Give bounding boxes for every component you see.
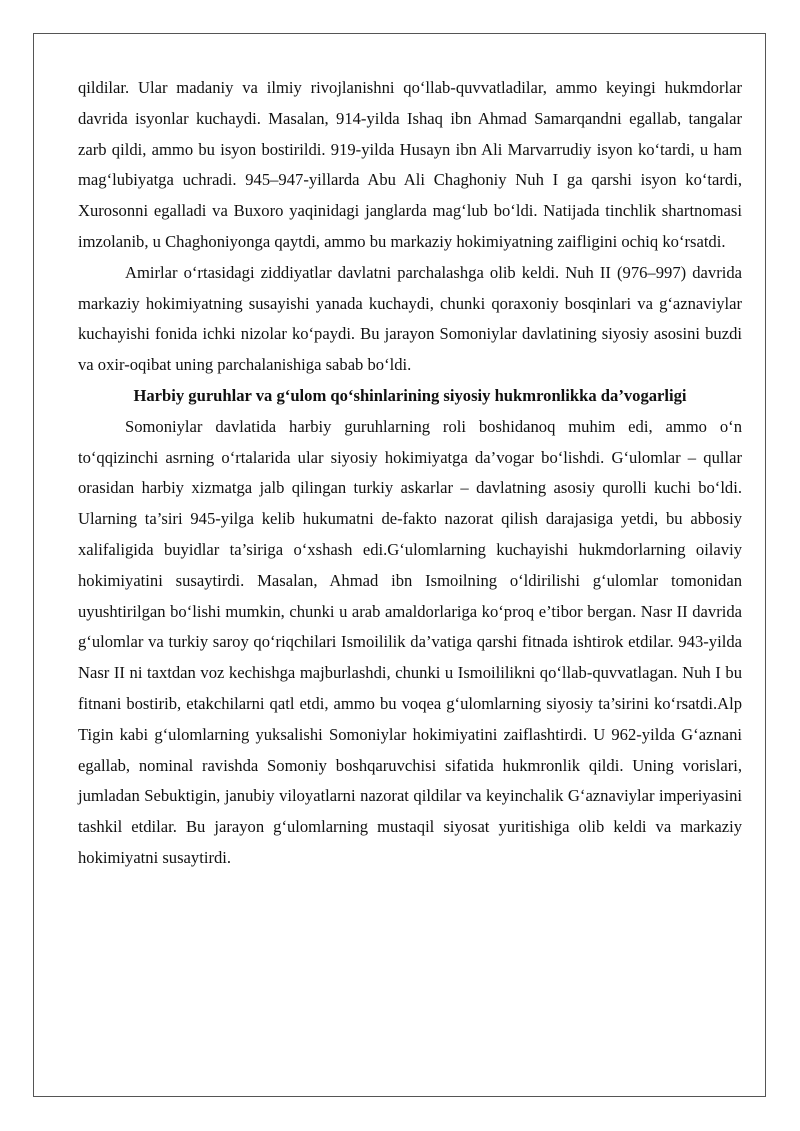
document-body [78, 73, 742, 874]
paragraph-somoniylar: Somoniylar davlatida harbiy guruhlarning roli boshidanoq muhim edi, ammo o‘n to‘qqizinchi asrning o‘rtalarida ular siyosiy hokimiyatga da’vogar bo‘lishdi. G‘ulomlar – qullar orasidan harbiy xizmatga jalb qilingan turkiy askarlar – davlatning asosiy qurolli kuchi bo‘ldi. Ularning ta’siri 945-yilga kelib hukumatni de-fakto nazorat qilish darajasiga yetdi, bu abbosiy xalifaligida buyidlar ta’siriga o‘xshash edi.G‘ulomlarning kuchayishi hukmdorlarning oilaviy hokimiyatini susaytirdi. Masalan, Ahmad ibn Ismoilning o‘ldirilishi g‘ulomlar tomonidan uyushtirilgan bo‘lishi mumkin, chunki u arab amaldorlariga ko‘proq e’tibor bergan. Nasr II davrida g‘ulomlar va turkiy saroy qo‘riqchilari Ismoililik da’vatiga qarshi fitnada ishtirok etdilar. 943-yilda Nasr II ni taxtdan voz kechishga majburlashdi, chunki u Ismoililikni qo‘llab-quvvatlagan. Nuh I bu fitnani bostirib, etakchilarni qatl etdi, ammo bu voqea g‘ulomlarning siyosiy ta’sirini ko‘rsatdi.Alp Tigin kabi g‘ulomlarning yuksalishi Somoniylar hokimiyatini zaiflashtirdi. U 962-yilda G‘aznani egallab, nominal ravishda Somoniy boshqaruvchisi sifatida hukmronlik qildi. Uning vorislari, jumladan Sebuktigin, janubiy viloyatlarni nazorat qildilar va keyinchalik G‘aznaviylar imperiyasini tashkil etdilar. Bu jarayon g‘ulomlarning mustaqil siyosat yuritishiga olib keldi va markaziy hokimiyatni susaytirdi. [78, 416, 742, 867]
paragraph-continuation: qildilar. Ular madaniy va ilmiy rivojlanishni qo‘llab-quvvatladilar, ammo keyingi hukmdorlar davrida isyonlar kuchaydi. Masalan, 914-yilda Ishaq ibn Ahmad Samarqandni egallab, tangalar zarb qildi, ammo bu isyon bostirildi. 919-yilda Husayn ibn Ali Marvarrudiy isyon ko‘tardi, u ham mag‘lubiyatga uchradi. 945–947-yillarda Abu Ali Chaghoniy Nuh I ga qarshi isyon ko‘tardi, Xurosonni egalladi va Buxoro yaqinidagi janglarda mag‘lub bo‘ldi. Natijada tinchlik shartnomasi imzolanib, u Chaghoniyonga qaytdi, ammo bu markaziy hokimiyatning zaifligini ochiq ko‘rsatdi. [78, 78, 742, 251]
section-heading: Harbiy guruhlar va g‘ulom qo‘shinlarining siyosiy hukmronlikka da’vogarligi [133, 385, 687, 405]
paragraph-amirlar: Amirlar o‘rtasidagi ziddiyatlar davlatni parchalashga olib keldi. Nuh II (976–997) davrida markaziy hokimiyatning susayishi yanada kuchaydi, chunki qoraxoniy bosqinlari va g‘aznaviylar kuchayishi fonida ichki nizolar ko‘paydi. Bu jarayon Somoniylar davlatining siyosiy asosini buzdi va oxir-oqibat uning parchalanishiga sabab bo‘ldi. [78, 262, 742, 375]
